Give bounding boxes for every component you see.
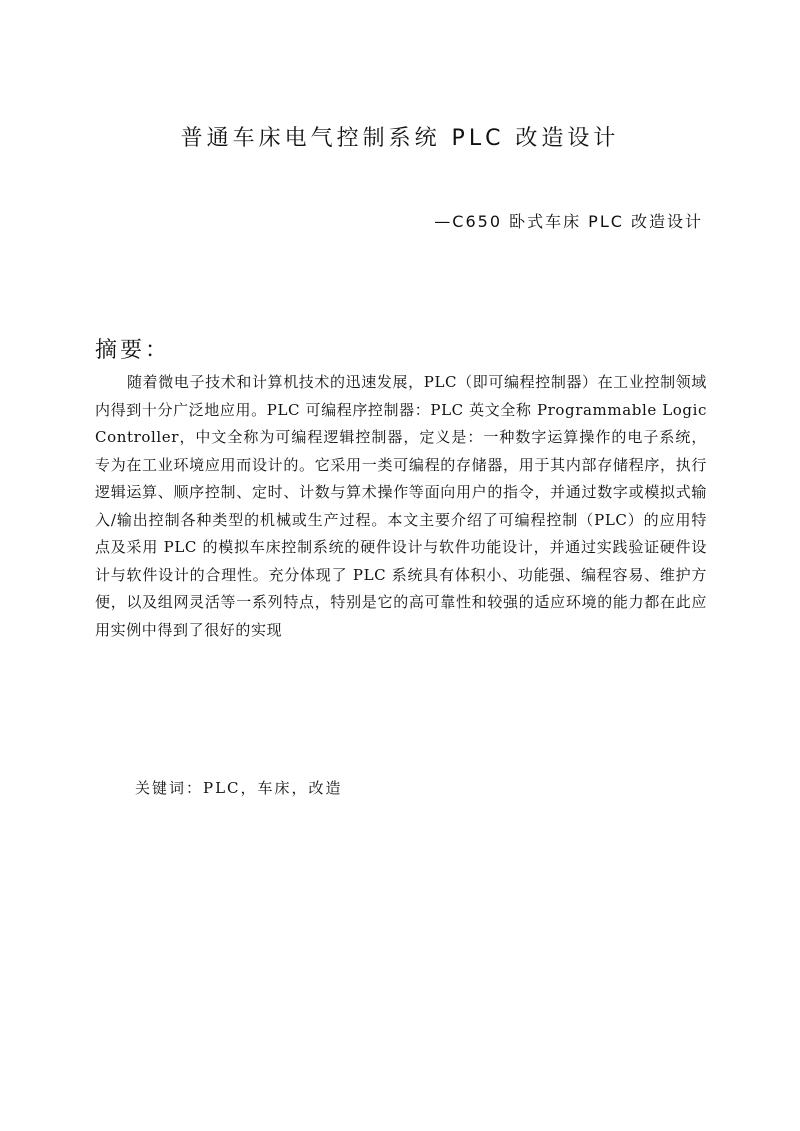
keywords-line: 关键词：PLC，车床，改造 — [135, 779, 343, 797]
document-subtitle: —C650 卧式车床 PLC 改造设计 — [434, 212, 703, 231]
abstract-heading: 摘要： — [95, 338, 171, 363]
document-title: 普通车床电气控制系统 PLC 改造设计 — [180, 126, 620, 151]
abstract-body: 随着微电子技术和计算机技术的迅速发展，PLC（即可编程控制器）在工业控制领域内得到十分广泛地应用。PLC 可编程序控制器：PLC 英文全称 Programmable Logic Controller，中文全称为可编程逻辑控制器，定义是：一种数字运算操作的电子系统，专为在工业环境应用而设计的。它采用一类可编程的存储器，用于其内部存储程序，执行逻辑运算、顺序控制、定时、计数与算术操作等面向用户的指令，并通过数字或模拟式输入/输出控制各种类型的机械或生产过程。本文主要介绍了可编程控制（PLC）的应用特点及采用 PLC 的模拟车床控制系统的硬件设计与软件功能设计，并通过实践验证硬件设计与软件设计的合理性。充分体现了 PLC 系统具有体积小、功能强、编程容易、维护方便，以及组网灵活等一系列特点，特别是它的高可靠性和较强的适应环境的能力都在此应用实例中得到了很好的实现 — [95, 373, 707, 639]
